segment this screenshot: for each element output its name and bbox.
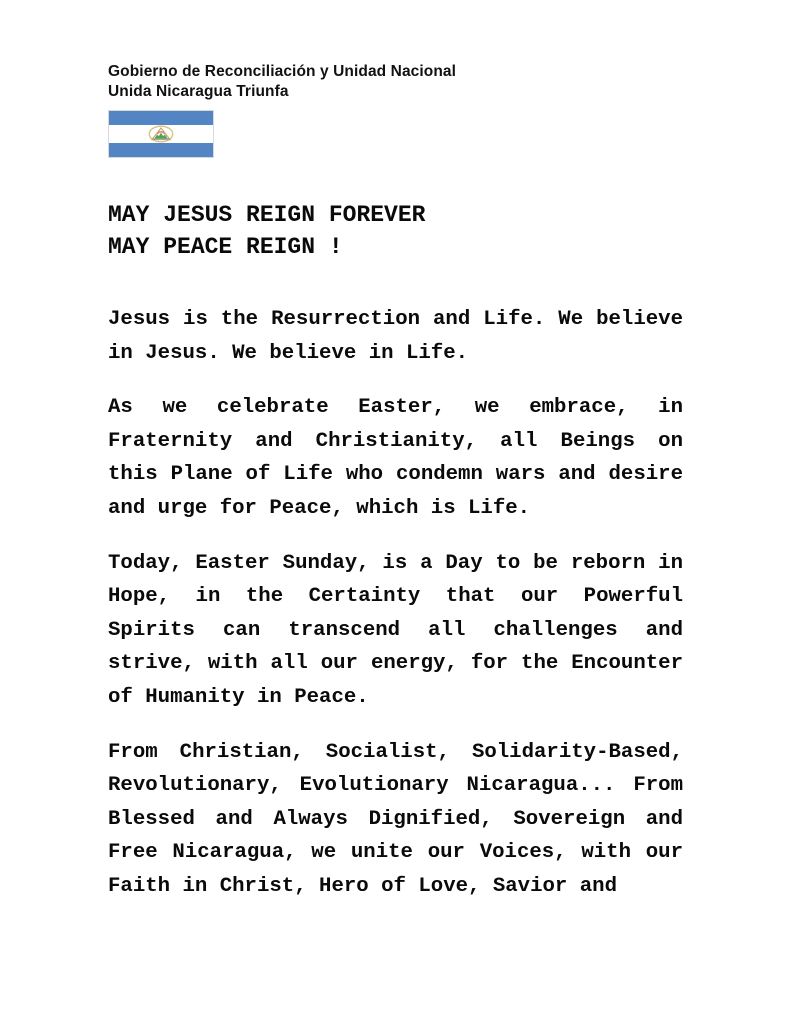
paragraph-line: and urge for Peace, which is Life. <box>108 496 531 520</box>
paragraph-line: Free Nicaragua, we unite our Voices, with our <box>108 841 683 865</box>
flag-stripe-blue-bottom <box>109 143 213 157</box>
letterhead-line-2: Unida Nicaragua Triunfa <box>108 83 289 100</box>
coat-of-arms-icon <box>148 125 174 143</box>
paragraph-line: Fraternity and Christianity, all Beings on <box>108 429 683 453</box>
paragraph-2 <box>108 391 683 525</box>
document-title <box>108 199 683 263</box>
title-line: MAY JESUS REIGN FOREVER <box>108 202 426 228</box>
paragraph-line: As we celebrate Easter, we embrace, in <box>108 396 683 420</box>
letterhead-line-1: Gobierno de Reconciliación y Unidad Nacional <box>108 63 457 80</box>
paragraph-line: Faith in Christ, Hero of Love, Savior and <box>108 874 617 898</box>
flag-stripe-blue-top <box>109 111 213 125</box>
document-body <box>108 303 683 904</box>
paragraph-line: Hope, in the Certainty that our Powerful <box>108 585 683 609</box>
paragraph-line: From Christian, Socialist, Solidarity-Based, <box>108 740 683 764</box>
paragraph-line: Blessed and Always Dignified, Sovereign and <box>108 807 683 831</box>
flag-stripe-white <box>109 125 213 143</box>
paragraph-line: Spirits can transcend all challenges and <box>108 618 683 642</box>
paragraph-line: strive, with all our energy, for the Encounter <box>108 652 683 676</box>
paragraph-line: Revolutionary, Evolutionary Nicaragua... From <box>108 774 683 798</box>
paragraph-line: this Plane of Life who condemn wars and desire <box>108 463 683 487</box>
title-line: MAY PEACE REIGN ! <box>108 234 343 260</box>
paragraph-1 <box>108 303 683 370</box>
paragraph-line: Jesus is the Resurrection and Life. We believe <box>108 308 683 331</box>
paragraph-line: of Humanity in Peace. <box>108 685 369 709</box>
paragraph-3 <box>108 547 683 715</box>
letterhead <box>108 62 683 102</box>
paragraph-line: in Jesus. We believe in Life. <box>108 341 469 365</box>
nicaragua-flag <box>108 110 214 158</box>
paragraph-4 <box>108 736 683 904</box>
paragraph-line: Today, Easter Sunday, is a Day to be reborn in <box>108 551 683 575</box>
